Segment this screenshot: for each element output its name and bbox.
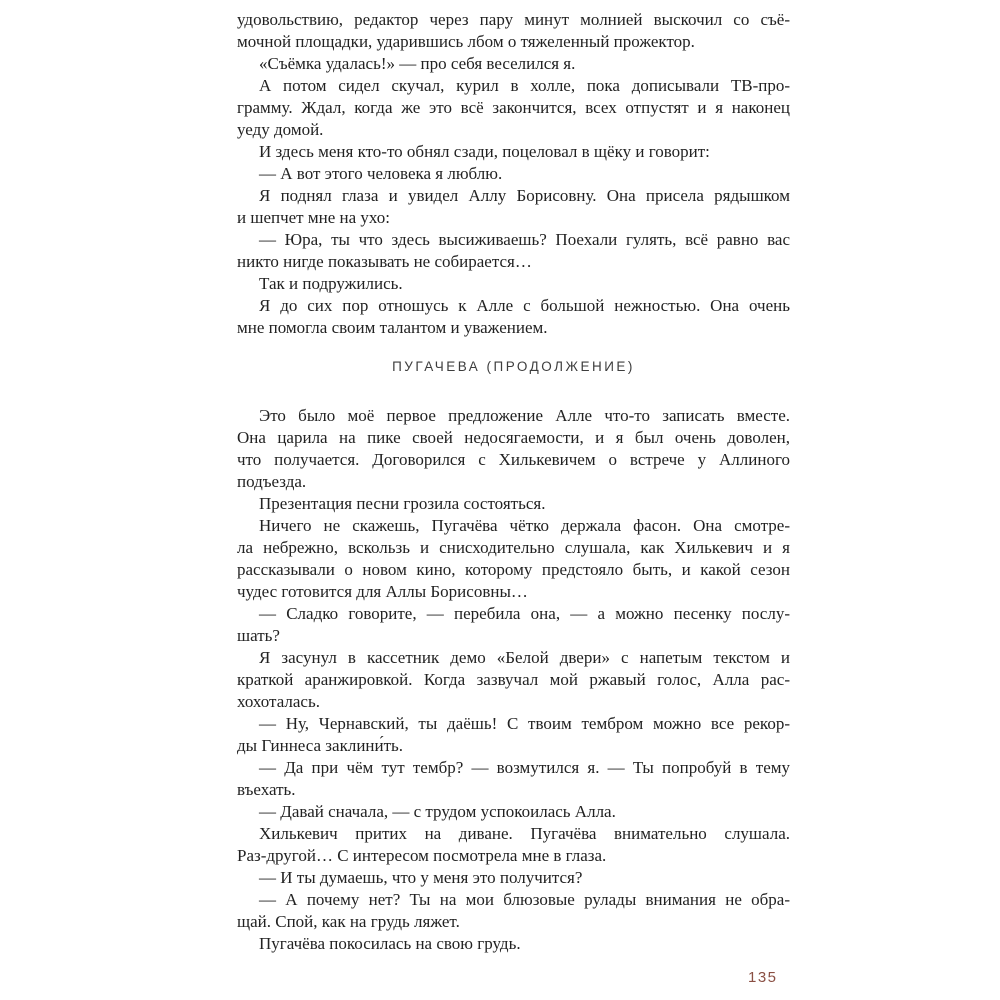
text-line: Это было моё первое предложение Алле что-то записать вместе. <box>259 406 790 425</box>
text-line: — И ты думаешь, что у меня это получится? <box>259 868 583 887</box>
text-line: — Да при чём тут тембр? — возмутился я. — Ты попробуй в тему <box>259 758 790 777</box>
page-number: 135 <box>748 969 778 986</box>
text-line: — А вот этого человека я люблю. <box>259 164 503 183</box>
text-line: Ничего не скажешь, Пугачёва чётко держала фасон. Она смотре- <box>259 516 790 535</box>
text-line: Презентация песни грозила состояться. <box>259 494 546 513</box>
text-line: и шепчет мне на ухо: <box>237 208 390 227</box>
text-line: И здесь меня кто-то обнял сзади, поцеловал в щёку и говорит: <box>259 142 710 161</box>
text-line: Так и подружились. <box>259 274 403 293</box>
text-line: подъезда. <box>237 472 307 491</box>
text-line: никто нигде показывать не собирается… <box>237 252 532 271</box>
text-line: «Съёмка удалась!» — про себя веселился я. <box>259 54 576 73</box>
text-line: рассказывали о новом кино, которому предстояло быть, и какой сезон <box>237 560 790 579</box>
text-line: Я поднял глаза и увидел Аллу Борисовну. Она присела рядышком <box>259 186 790 205</box>
text-line: А потом сидел скучал, курил в холле, пока дописывали ТВ-про- <box>259 76 790 95</box>
text-line: удовольствию, редактор через пару минут молнией выскочил со съё- <box>237 10 790 29</box>
text-line: Она царила на пике своей недосягаемости, и я был очень доволен, <box>237 428 790 447</box>
text-line: краткой аранжировкой. Когда зазвучал мой ржавый голос, Алла рас- <box>237 670 790 689</box>
text-line: чудес готовится для Аллы Борисовны… <box>237 582 528 601</box>
text-line: — Юра, ты что здесь высиживаешь? Поехали гулять, всё равно вас <box>259 230 790 249</box>
text-line: — Сладко говорите, — перебила она, — а можно песенку послу- <box>259 604 790 623</box>
text-line: — А почему нет? Ты на мои блюзовые рулады внимания не обра- <box>259 890 790 909</box>
text-line: мне помогла своим талантом и уважением. <box>237 318 548 337</box>
text-line: хохоталась. <box>237 692 320 711</box>
text-line: Я засунул в кассетник демо «Белой двери» с напетым текстом и <box>259 648 790 667</box>
text-line: Пугачёва покосилась на свою грудь. <box>259 934 521 953</box>
text-line: шать? <box>237 626 280 645</box>
text-line: грамму. Ждал, когда же это всё закончится, всех отпустят и я наконец <box>237 98 790 117</box>
text-line: — Давай сначала, — с трудом успокоилась Алла. <box>259 802 616 821</box>
text-line: въехать. <box>237 780 296 799</box>
text-line: мочной площадки, ударившись лбом о тяжеленный прожектор. <box>237 32 695 51</box>
text-line: что получается. Договорился с Хилькевичем о встрече у Аллиного <box>237 450 790 469</box>
text-line: щай. Спой, как на грудь ляжет. <box>237 912 460 931</box>
text-line: Раз-другой… С интересом посмотрела мне в глаза. <box>237 846 607 865</box>
text-line: ды Гиннеса заклини́ть. <box>237 736 404 755</box>
text-line: — Ну, Чернавский, ты даёшь! С твоим тембром можно все рекор- <box>259 714 790 733</box>
text-column <box>237 9 790 955</box>
text-line: Я до сих пор отношусь к Алле с большой нежностью. Она очень <box>259 296 790 315</box>
text-line: Хилькевич притих на диване. Пугачёва внимательно слушала. <box>259 824 790 843</box>
text-line: уеду домой. <box>237 120 324 139</box>
text-line: ла небрежно, вскользь и снисходительно слушала, как Хилькевич и я <box>237 538 790 557</box>
section-heading: ПУГАЧЕВА (ПРОДОЛЖЕНИЕ) <box>392 359 635 374</box>
